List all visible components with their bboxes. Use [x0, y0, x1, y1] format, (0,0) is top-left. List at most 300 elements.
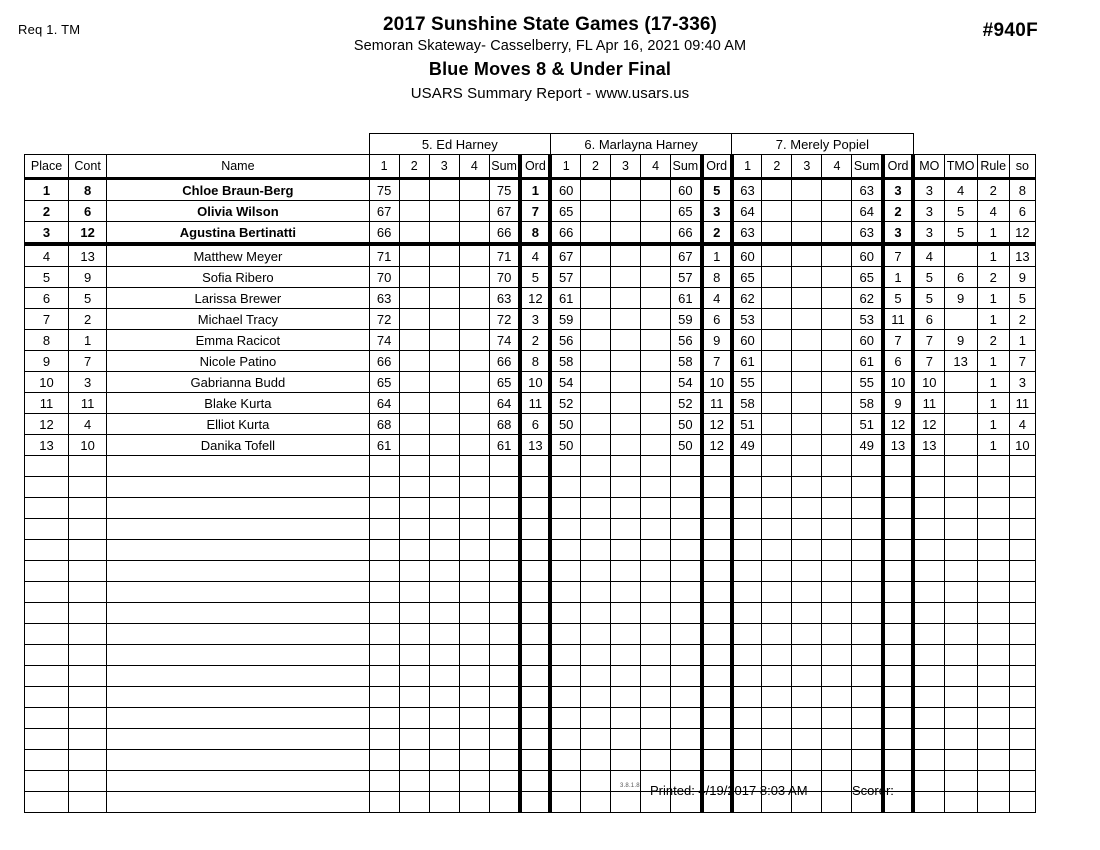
cell-empty — [944, 645, 977, 666]
cell-empty — [822, 456, 852, 477]
cell-empty — [399, 540, 429, 561]
cell-j1-score-2 — [399, 288, 429, 309]
cell-empty — [702, 687, 732, 708]
cell-j1-score-3 — [429, 330, 459, 351]
cell-empty — [107, 666, 369, 687]
cell-place: 9 — [25, 351, 69, 372]
cell-j3-score-4 — [822, 372, 852, 393]
cell-j2-score-3 — [611, 288, 641, 309]
cell-empty — [792, 645, 822, 666]
cell-empty — [1009, 456, 1035, 477]
cell-j1-score-1: 75 — [369, 179, 399, 201]
cell-empty — [1009, 498, 1035, 519]
cell-empty — [732, 750, 762, 771]
table-row — [25, 179, 1036, 201]
cell-empty — [977, 603, 1009, 624]
cell-empty — [489, 561, 520, 582]
cell-empty — [883, 687, 913, 708]
cell-empty — [762, 561, 792, 582]
cell-mo: 12 — [913, 414, 944, 435]
cell-empty — [944, 456, 977, 477]
cell-j2-score-4 — [641, 393, 671, 414]
cell-empty — [611, 498, 641, 519]
cell-j2-score-4 — [641, 201, 671, 222]
cell-so: 11 — [1009, 393, 1035, 414]
table-row — [25, 414, 1036, 435]
cell-empty — [459, 687, 489, 708]
cell-j3-sum: 63 — [852, 222, 883, 245]
cell-empty — [459, 477, 489, 498]
cell-empty — [520, 498, 550, 519]
cell-j2-score-4 — [641, 330, 671, 351]
cell-j2-sum: 61 — [671, 288, 702, 309]
cell-empty — [944, 477, 977, 498]
cell-j2-ord: 8 — [702, 267, 732, 288]
cell-empty — [762, 498, 792, 519]
cell-empty — [883, 645, 913, 666]
cell-j2-score-1: 61 — [550, 288, 580, 309]
cell-j2-score-1: 66 — [550, 222, 580, 245]
cell-empty — [792, 624, 822, 645]
table-row — [25, 288, 1036, 309]
cell-empty — [429, 645, 459, 666]
cell-j1-ord: 11 — [520, 393, 550, 414]
cell-empty — [399, 519, 429, 540]
cell-empty — [25, 708, 69, 729]
printed-timestamp: Printed: 4/19/2017 8:03 AM — [650, 783, 808, 798]
table-row — [25, 309, 1036, 330]
table-row-empty — [25, 645, 1036, 666]
col-header-mo: MO — [913, 155, 944, 179]
cell-rule: 1 — [977, 393, 1009, 414]
cell-j2-score-1: 52 — [550, 393, 580, 414]
judge-header-3: 7. Merely Popiel — [732, 134, 913, 155]
cell-empty — [520, 582, 550, 603]
cell-empty — [107, 498, 369, 519]
cell-empty — [641, 750, 671, 771]
table-row-empty — [25, 624, 1036, 645]
cell-j1-score-1: 72 — [369, 309, 399, 330]
cell-name: Michael Tracy — [107, 309, 369, 330]
cell-j1-ord: 13 — [520, 435, 550, 456]
cell-j3-sum: 53 — [852, 309, 883, 330]
cell-j3-score-2 — [762, 288, 792, 309]
cell-empty — [671, 477, 702, 498]
cell-place: 11 — [25, 393, 69, 414]
cell-j3-sum: 60 — [852, 330, 883, 351]
cell-empty — [429, 624, 459, 645]
cell-empty — [399, 582, 429, 603]
cell-empty — [792, 687, 822, 708]
venue-datetime-line: Semoran Skateway- Casselberry, FL Apr 16, 2021 09:40 AM — [353, 38, 747, 54]
cell-j1-score-3 — [429, 179, 459, 201]
cell-empty — [977, 750, 1009, 771]
cell-empty — [489, 582, 520, 603]
cell-cont: 6 — [69, 201, 107, 222]
cell-empty — [944, 666, 977, 687]
cell-j3-score-3 — [792, 288, 822, 309]
cell-j3-score-4 — [822, 288, 852, 309]
cell-j1-score-3 — [429, 435, 459, 456]
cell-empty — [671, 750, 702, 771]
cell-j3-score-1: 60 — [732, 244, 762, 267]
cell-empty — [732, 645, 762, 666]
cell-name: Larissa Brewer — [107, 288, 369, 309]
cell-empty — [944, 498, 977, 519]
table-row-empty — [25, 750, 1036, 771]
cell-empty — [580, 708, 610, 729]
cell-empty — [369, 561, 399, 582]
cell-cont: 12 — [69, 222, 107, 245]
cell-empty — [107, 477, 369, 498]
cell-empty — [641, 456, 671, 477]
cell-j1-ord: 8 — [520, 351, 550, 372]
cell-cont: 7 — [69, 351, 107, 372]
cell-j1-score-4 — [459, 309, 489, 330]
cell-empty — [702, 561, 732, 582]
cell-j1-sum: 72 — [489, 309, 520, 330]
cell-empty — [399, 729, 429, 750]
cell-empty — [69, 645, 107, 666]
cell-j1-ord: 10 — [520, 372, 550, 393]
col-header-j3-ord: Ord — [883, 155, 913, 179]
cell-rule: 1 — [977, 222, 1009, 245]
cell-empty — [977, 477, 1009, 498]
cell-j2-score-2 — [580, 244, 610, 267]
cell-empty — [107, 540, 369, 561]
cell-empty — [762, 708, 792, 729]
cell-empty — [580, 519, 610, 540]
cell-empty — [611, 456, 641, 477]
cell-empty — [107, 645, 369, 666]
cell-j2-score-3 — [611, 309, 641, 330]
cell-empty — [520, 456, 550, 477]
cell-empty — [550, 645, 580, 666]
cell-empty — [25, 603, 69, 624]
cell-j3-score-3 — [792, 222, 822, 245]
cell-j1-ord: 2 — [520, 330, 550, 351]
cell-empty — [944, 729, 977, 750]
cell-empty — [671, 687, 702, 708]
cell-empty — [732, 477, 762, 498]
cell-empty — [550, 750, 580, 771]
cell-j2-score-1: 50 — [550, 414, 580, 435]
cell-empty — [459, 603, 489, 624]
col-header-name: Name — [107, 155, 369, 179]
cell-empty — [459, 750, 489, 771]
cell-j1-score-4 — [459, 201, 489, 222]
cell-j2-ord: 5 — [702, 179, 732, 201]
cell-empty — [369, 540, 399, 561]
cell-j3-sum: 55 — [852, 372, 883, 393]
cell-empty — [702, 624, 732, 645]
cell-empty — [107, 561, 369, 582]
cell-place: 4 — [25, 244, 69, 267]
cell-empty — [702, 729, 732, 750]
cell-j3-score-2 — [762, 330, 792, 351]
cell-empty — [520, 561, 550, 582]
cell-empty — [1009, 750, 1035, 771]
cell-j3-ord: 5 — [883, 288, 913, 309]
cell-empty — [883, 603, 913, 624]
cell-empty — [25, 477, 69, 498]
cell-empty — [641, 687, 671, 708]
cell-j3-score-3 — [792, 267, 822, 288]
cell-j3-score-4 — [822, 330, 852, 351]
cell-j2-score-1: 57 — [550, 267, 580, 288]
cell-empty — [520, 519, 550, 540]
cell-empty — [611, 519, 641, 540]
cell-empty — [107, 624, 369, 645]
cell-empty — [792, 603, 822, 624]
cell-empty — [369, 519, 399, 540]
cell-empty — [792, 498, 822, 519]
cell-j3-ord: 2 — [883, 201, 913, 222]
cell-empty — [1009, 687, 1035, 708]
cell-empty — [977, 519, 1009, 540]
cell-j1-score-4 — [459, 288, 489, 309]
cell-empty — [641, 729, 671, 750]
spacer-cell — [25, 134, 69, 155]
cell-j2-sum: 57 — [671, 267, 702, 288]
cell-empty — [792, 540, 822, 561]
cell-j3-score-1: 58 — [732, 393, 762, 414]
cell-empty — [520, 687, 550, 708]
table-row-empty — [25, 666, 1036, 687]
cell-j1-score-1: 63 — [369, 288, 399, 309]
cell-j1-score-1: 66 — [369, 351, 399, 372]
cell-j2-sum: 59 — [671, 309, 702, 330]
col-header-j1-sum: Sum — [489, 155, 520, 179]
cell-j3-score-2 — [762, 201, 792, 222]
cell-empty — [762, 624, 792, 645]
cell-empty — [792, 582, 822, 603]
cell-empty — [489, 687, 520, 708]
cell-empty — [762, 603, 792, 624]
cell-mo: 5 — [913, 267, 944, 288]
cell-empty — [489, 603, 520, 624]
cell-empty — [913, 456, 944, 477]
cell-empty — [977, 708, 1009, 729]
cell-empty — [883, 666, 913, 687]
cell-empty — [550, 729, 580, 750]
cell-empty — [550, 624, 580, 645]
cell-empty — [611, 729, 641, 750]
cell-empty — [944, 561, 977, 582]
table-row — [25, 372, 1036, 393]
cell-empty — [913, 729, 944, 750]
cell-empty — [671, 540, 702, 561]
cell-j1-score-1: 66 — [369, 222, 399, 245]
cell-empty — [822, 540, 852, 561]
cell-empty — [489, 645, 520, 666]
cell-empty — [852, 498, 883, 519]
cell-j2-score-4 — [641, 222, 671, 245]
cell-j3-ord: 10 — [883, 372, 913, 393]
cell-tmo: 6 — [944, 267, 977, 288]
table-row — [25, 267, 1036, 288]
cell-j3-score-3 — [792, 179, 822, 201]
cell-empty — [459, 624, 489, 645]
cell-empty — [913, 561, 944, 582]
cell-empty — [611, 666, 641, 687]
cell-empty — [429, 687, 459, 708]
cell-empty — [732, 603, 762, 624]
cell-j2-ord: 12 — [702, 435, 732, 456]
cell-j3-score-2 — [762, 222, 792, 245]
cell-empty — [429, 561, 459, 582]
cell-cont: 11 — [69, 393, 107, 414]
col-header-j1-ord: Ord — [520, 155, 550, 179]
cell-empty — [732, 687, 762, 708]
cell-tmo — [944, 372, 977, 393]
cell-j1-score-2 — [399, 372, 429, 393]
cell-empty — [520, 477, 550, 498]
cell-empty — [399, 645, 429, 666]
cell-j2-score-3 — [611, 372, 641, 393]
table-row-empty — [25, 456, 1036, 477]
cell-j2-score-3 — [611, 267, 641, 288]
cell-j2-score-2 — [580, 222, 610, 245]
cell-empty — [852, 582, 883, 603]
cell-tmo: 4 — [944, 179, 977, 201]
cell-j1-score-3 — [429, 201, 459, 222]
cell-rule: 1 — [977, 351, 1009, 372]
cell-empty — [732, 624, 762, 645]
cell-empty — [459, 519, 489, 540]
cell-j1-score-1: 71 — [369, 244, 399, 267]
cell-cont: 9 — [69, 267, 107, 288]
cell-j3-score-2 — [762, 179, 792, 201]
cell-j1-score-4 — [459, 222, 489, 245]
cell-j2-score-4 — [641, 351, 671, 372]
cell-j1-sum: 70 — [489, 267, 520, 288]
cell-empty — [732, 540, 762, 561]
table-row-empty — [25, 603, 1036, 624]
cell-empty — [852, 624, 883, 645]
cell-empty — [732, 729, 762, 750]
cell-j2-sum: 65 — [671, 201, 702, 222]
cell-empty — [550, 519, 580, 540]
cell-j3-score-1: 63 — [732, 179, 762, 201]
cell-cont: 5 — [69, 288, 107, 309]
cell-empty — [822, 477, 852, 498]
cell-empty — [399, 498, 429, 519]
cell-empty — [580, 582, 610, 603]
cell-j3-sum: 62 — [852, 288, 883, 309]
cell-j3-score-1: 63 — [732, 222, 762, 245]
cell-j2-score-2 — [580, 393, 610, 414]
cell-empty — [852, 603, 883, 624]
cell-empty — [732, 582, 762, 603]
cell-empty — [913, 624, 944, 645]
cell-empty — [641, 624, 671, 645]
cell-empty — [732, 666, 762, 687]
cell-tmo — [944, 435, 977, 456]
cell-empty — [702, 498, 732, 519]
cell-cont: 1 — [69, 330, 107, 351]
cell-empty — [913, 645, 944, 666]
cell-j3-score-2 — [762, 435, 792, 456]
cell-empty — [399, 456, 429, 477]
cell-empty — [732, 456, 762, 477]
col-header-j2-ord: Ord — [702, 155, 732, 179]
cell-j3-score-4 — [822, 393, 852, 414]
cell-empty — [580, 498, 610, 519]
table-row-empty — [25, 519, 1036, 540]
col-header-rule: Rule — [977, 155, 1009, 179]
table-row-empty — [25, 540, 1036, 561]
cell-empty — [1009, 540, 1035, 561]
cell-empty — [550, 603, 580, 624]
cell-j2-sum: 60 — [671, 179, 702, 201]
cell-so: 5 — [1009, 288, 1035, 309]
cell-rule: 1 — [977, 372, 1009, 393]
heat-code-label: #940F — [982, 20, 1038, 41]
cell-j3-score-2 — [762, 393, 792, 414]
cell-name: Chloe Braun-Berg — [107, 179, 369, 201]
cell-j1-ord: 8 — [520, 222, 550, 245]
cell-j2-score-3 — [611, 330, 641, 351]
cell-empty — [399, 561, 429, 582]
cell-empty — [822, 519, 852, 540]
cell-empty — [550, 477, 580, 498]
cell-j1-sum: 64 — [489, 393, 520, 414]
cell-empty — [611, 687, 641, 708]
cell-empty — [580, 729, 610, 750]
cell-empty — [550, 498, 580, 519]
table-row — [25, 244, 1036, 267]
cell-j3-score-2 — [762, 244, 792, 267]
cell-name: Danika Tofell — [107, 435, 369, 456]
cell-j1-score-1: 68 — [369, 414, 399, 435]
cell-name: Emma Racicot — [107, 330, 369, 351]
cell-empty — [550, 687, 580, 708]
cell-empty — [913, 582, 944, 603]
cell-empty — [671, 519, 702, 540]
cell-j3-ord: 12 — [883, 414, 913, 435]
cell-empty — [822, 750, 852, 771]
cell-place: 6 — [25, 288, 69, 309]
cell-j1-score-1: 74 — [369, 330, 399, 351]
cell-j3-score-4 — [822, 201, 852, 222]
cell-empty — [520, 666, 550, 687]
cell-j2-score-1: 59 — [550, 309, 580, 330]
cell-empty — [671, 582, 702, 603]
cell-j1-sum: 75 — [489, 179, 520, 201]
cell-name: Nicole Patino — [107, 351, 369, 372]
cell-empty — [883, 729, 913, 750]
cell-empty — [822, 498, 852, 519]
cell-j1-ord: 1 — [520, 179, 550, 201]
cell-empty — [852, 456, 883, 477]
cell-empty — [69, 456, 107, 477]
col-header-place: Place — [25, 155, 69, 179]
cell-j2-sum: 58 — [671, 351, 702, 372]
judge-banner-row — [25, 134, 1036, 155]
cell-j1-score-1: 61 — [369, 435, 399, 456]
cell-place: 12 — [25, 414, 69, 435]
cell-j2-score-2 — [580, 435, 610, 456]
cell-j1-score-2 — [399, 414, 429, 435]
cell-j2-score-1: 65 — [550, 201, 580, 222]
cell-empty — [520, 750, 550, 771]
cell-j3-score-1: 65 — [732, 267, 762, 288]
cell-empty — [852, 519, 883, 540]
judge-header-2: 6. Marlayna Harney — [550, 134, 731, 155]
cell-empty — [520, 729, 550, 750]
scorer-label: Scorer: — [852, 783, 894, 798]
